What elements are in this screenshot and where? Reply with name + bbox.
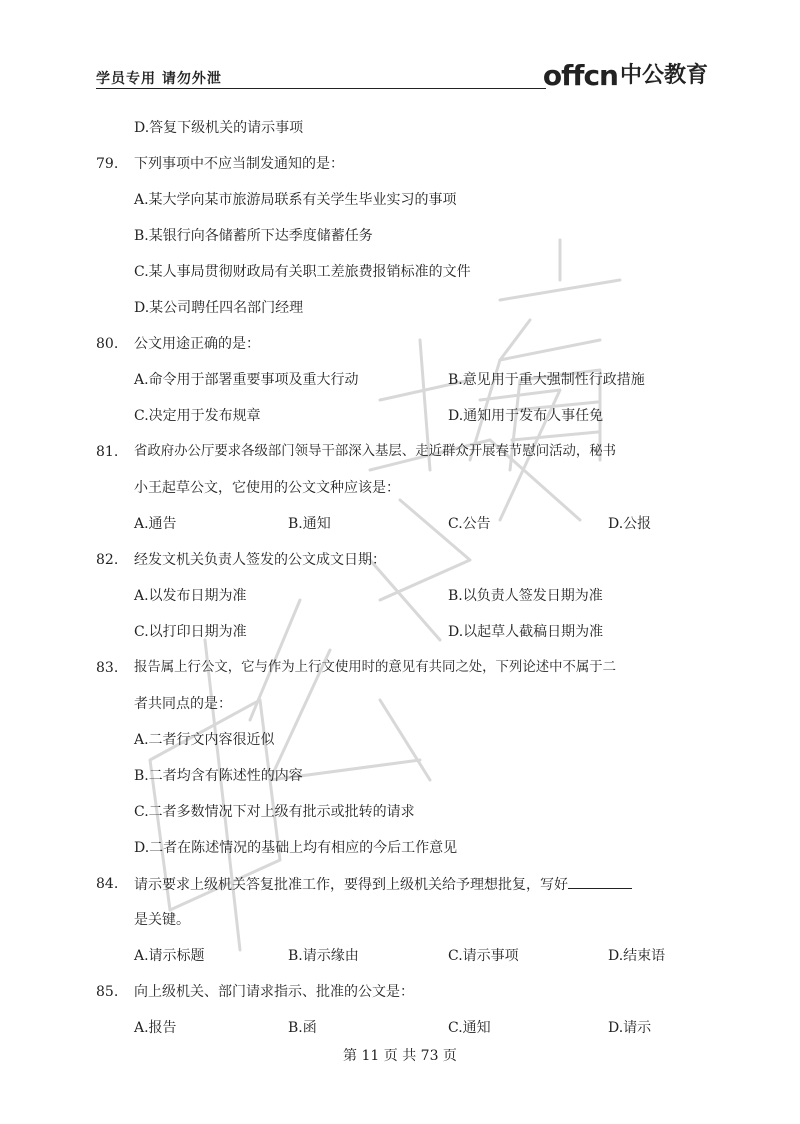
- question-stem-line-1: [134, 874, 632, 895]
- page-footer: 第 11 页 共 73 页: [343, 1048, 457, 1064]
- option-b: B.请示缘由: [288, 948, 359, 964]
- header-label: 学员专用 请勿外泄: [96, 71, 222, 87]
- prev-option-d: D.答复下级机关的请示事项: [134, 120, 304, 136]
- question-number: 82.: [96, 552, 119, 568]
- option-b: B.函: [288, 1020, 317, 1036]
- option-b: B.通知: [288, 516, 331, 532]
- question-number: 84.: [96, 876, 119, 892]
- option-c: C.决定用于发布规章: [134, 408, 261, 424]
- option-a: A.请示标题: [134, 948, 205, 964]
- question-number: 81.: [96, 444, 119, 460]
- question-stem: 下列事项中不应当制发通知的是：: [134, 156, 344, 172]
- option-b: B.意见用于重大强制性行政措施: [448, 372, 645, 388]
- question-stem-line-2: 小王起草公文，它使用的公文文种应该是：: [134, 480, 400, 496]
- option-b: B.某银行向各储蓄所下达季度储蓄任务: [134, 228, 373, 244]
- question-number: 80.: [96, 336, 119, 352]
- option-d: D.以起草人截稿日期为准: [448, 624, 604, 640]
- question-number: 79.: [96, 156, 119, 172]
- question-stem-line-1: 报告属上行公文，它与作为上行文使用时的意见有共同之处，下列论述中不属于二: [134, 660, 617, 675]
- question-number: 85.: [96, 984, 119, 1000]
- option-d: D.结束语: [608, 948, 666, 964]
- option-a: A.通告: [134, 516, 177, 532]
- question-number: 83.: [96, 660, 119, 676]
- option-d: D.某公司聘任四名部门经理: [134, 300, 304, 316]
- question-stem-line-1: 省政府办公厅要求各级部门领导干部深入基层、走近群众开展春节慰问活动，秘书: [134, 444, 617, 459]
- question-stem-line-2: 是关键。: [134, 912, 190, 928]
- option-c: C.某人事局贯彻财政局有关职工差旅费报销标准的文件: [134, 264, 471, 280]
- option-a: A.以发布日期为准: [134, 588, 247, 604]
- question-stem: 向上级机关、部门请求指示、批准的公文是：: [134, 984, 414, 1000]
- option-a: A.报告: [134, 1020, 177, 1036]
- option-c: C.请示事项: [448, 948, 519, 964]
- option-a: A.命令用于部署重要事项及重大行动: [134, 372, 359, 388]
- answer-blank: [568, 874, 632, 889]
- logo-latin: offcn: [542, 59, 618, 92]
- option-d: D.公报: [608, 516, 652, 532]
- question-stem: 公文用途正确的是：: [134, 336, 260, 352]
- option-b: B.二者均含有陈述性的内容: [134, 768, 303, 784]
- question-stem-text: 请示要求上级机关答复批准工作，要得到上级机关给予理想批复，写好: [134, 877, 568, 893]
- option-a: A.某大学向某市旅游局联系有关学生毕业实习的事项: [134, 192, 457, 208]
- option-a: A.二者行文内容很近似: [134, 732, 275, 748]
- logo-chinese: 中公教育: [619, 63, 708, 88]
- option-c: C.二者多数情况下对上级有批示或批转的请求: [134, 804, 415, 820]
- option-c: C.通知: [448, 1020, 491, 1036]
- option-b: B.以负责人签发日期为准: [448, 588, 603, 604]
- question-stem-line-2: 者共同点的是：: [134, 696, 232, 712]
- option-d: D.二者在陈述情况的基础上均有相应的今后工作意见: [134, 840, 458, 856]
- option-c: C.公告: [448, 516, 491, 532]
- question-stem: 经发文机关负责人签发的公文成文日期：: [134, 552, 386, 568]
- option-d: D.通知用于发布人事任免: [448, 408, 604, 424]
- option-d: D.请示: [608, 1020, 652, 1036]
- option-c: C.以打印日期为准: [134, 624, 247, 640]
